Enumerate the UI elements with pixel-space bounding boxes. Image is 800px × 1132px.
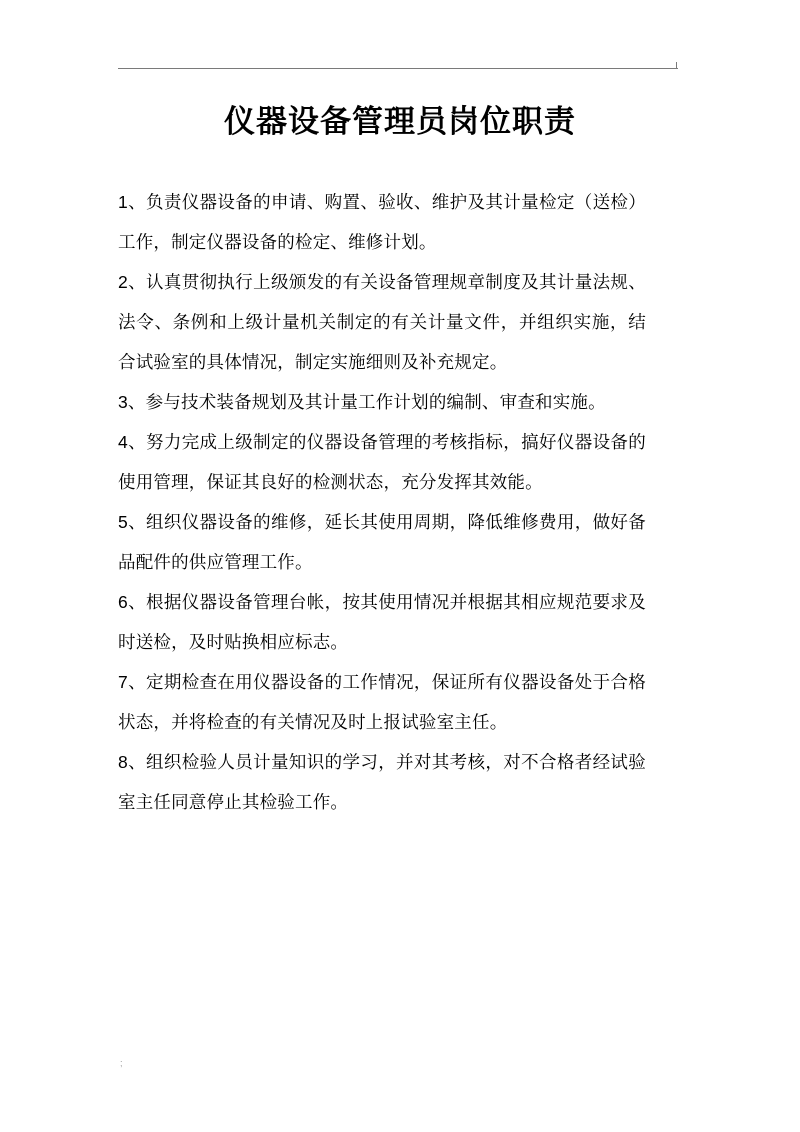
paragraph-5: 5、组织仪器设备的维修，延长其使用周期，降低维修费用，做好备品配件的供应管理工作。 (118, 512, 646, 572)
paragraph-7: 7、定期检查在用仪器设备的工作情况，保证所有仪器设备处于合格状态，并将检查的有关情况及时上报试验室主任。 (118, 672, 646, 732)
footer-mark: ; (120, 1058, 123, 1068)
paragraph-3: 3、参与技术装备规划及其计量工作计划的编制、审查和实施。 (118, 392, 606, 412)
paragraph-4: 4、努力完成上级制定的仪器设备管理的考核指标，搞好仪器设备的使用管理，保证其良好的检测状态，充分发挥其效能。 (118, 432, 646, 492)
paragraph-6: 6、根据仪器设备管理台帐，按其使用情况并根据其相应规范要求及时送检，及时贴换相应标志。 (118, 592, 646, 652)
paragraph-1: 1、负责仪器设备的申请、购置、验收、维护及其计量检定（送检）工作，制定仪器设备的检定、维修计划。 (118, 192, 646, 252)
document-body (118, 182, 646, 822)
header-divider (118, 68, 678, 69)
paragraph-2: 2、认真贯彻执行上级颁发的有关设备管理规章制度及其计量法规、法令、条例和上级计量机关制定的有关计量文件，并组织实施，结合试验室的具体情况，制定实施细则及补充规定。 (118, 272, 646, 372)
page-title: 仪器设备管理员岗位职责 (224, 104, 576, 139)
paragraph-8: 8、组织检验人员计量知识的学习，并对其考核，对不合格者经试验室主任同意停止其检验工作。 (118, 752, 646, 812)
header-margin-tick (676, 62, 677, 69)
